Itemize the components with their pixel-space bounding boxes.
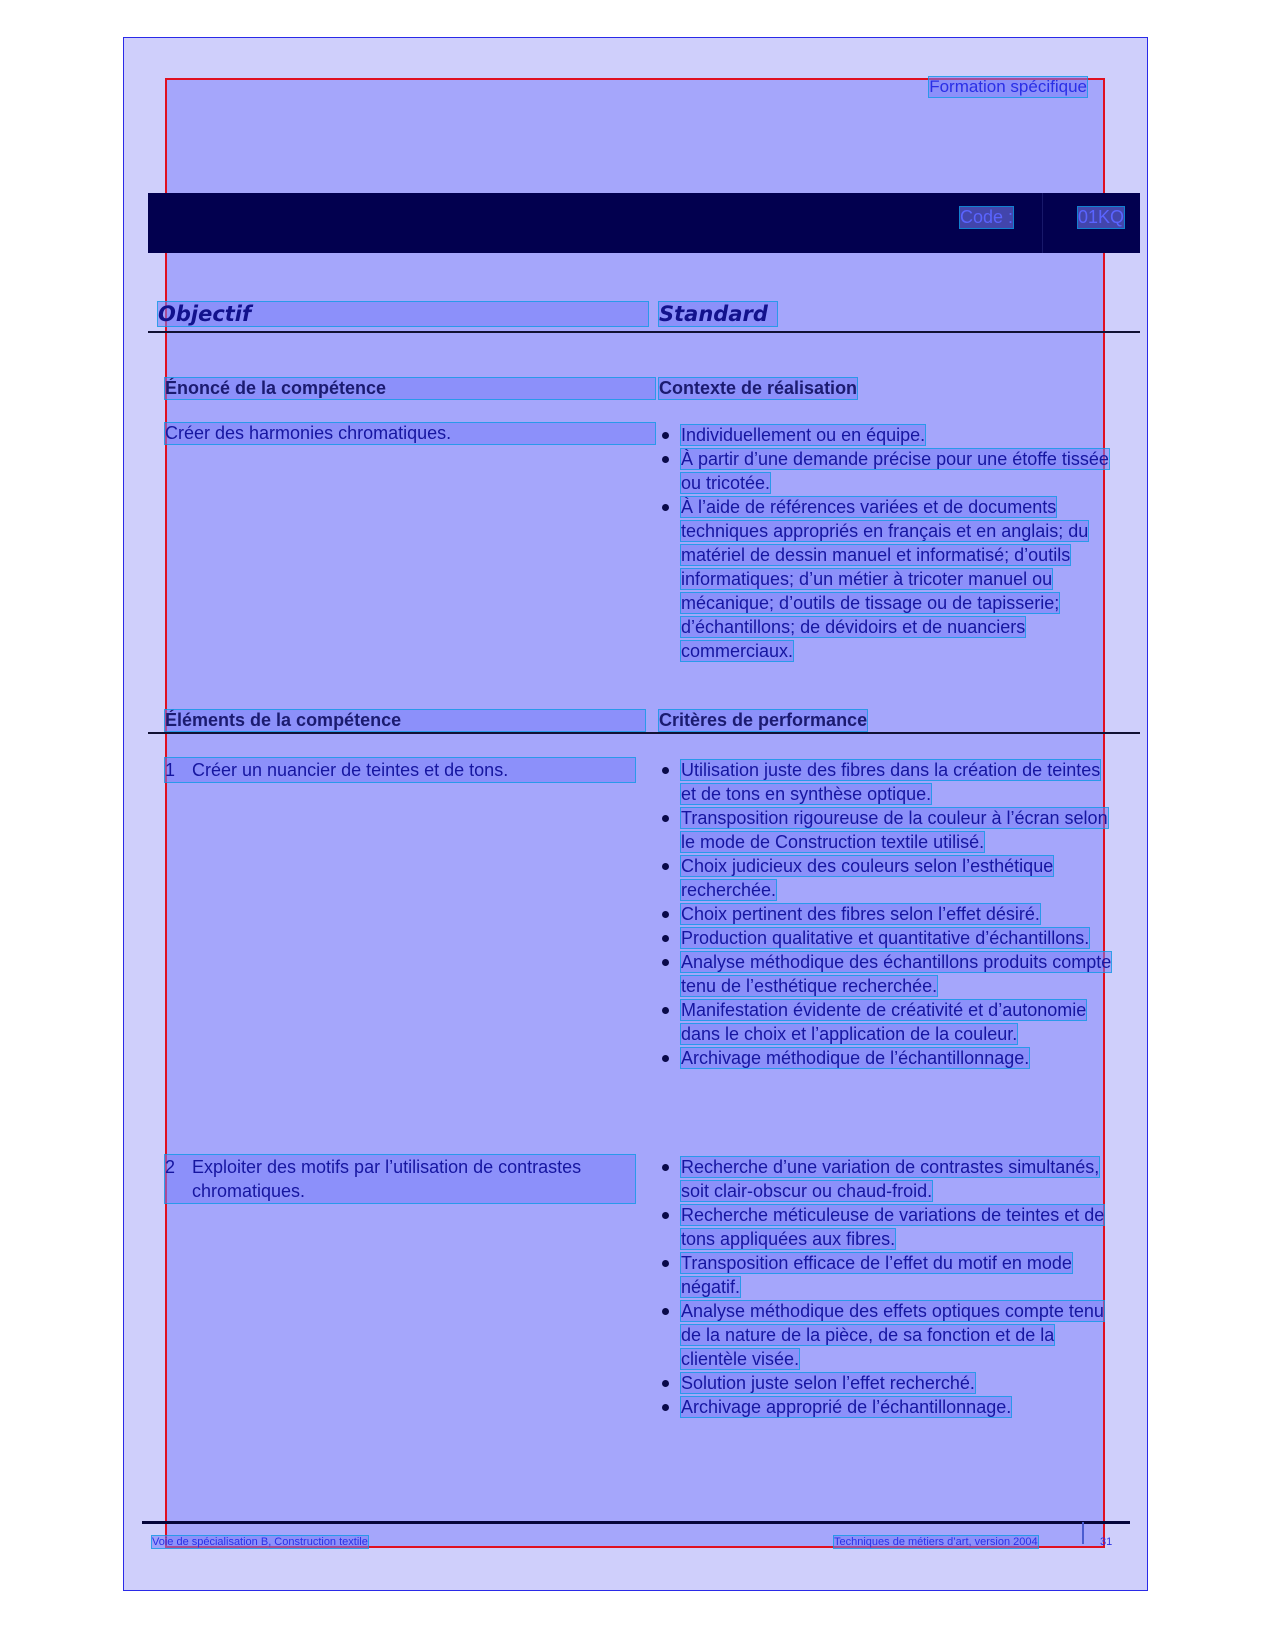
- footer-separator: [1082, 1522, 1084, 1544]
- element-2: [165, 1155, 635, 1203]
- competence-statement: Créer des harmonies chromatiques.: [165, 423, 655, 444]
- criterion-item: Analyse méthodique des échantillons produits compte tenu de l’esthétique recherchée.: [659, 950, 1119, 998]
- footer-left: Voie de spécialisation B, Construction textile: [152, 1536, 368, 1548]
- criterion-item: Production qualitative et quantitative d’échantillons.: [659, 926, 1119, 950]
- context-list: [659, 423, 1119, 663]
- page-number: 31: [1100, 1536, 1113, 1548]
- element-1: [165, 758, 635, 782]
- band-divider: [1042, 193, 1043, 253]
- criterion-item: Choix judicieux des couleurs selon l’esthétique recherchée.: [659, 854, 1119, 902]
- elements-rule: [148, 732, 1140, 734]
- criterion-item: Solution juste selon l’effet recherché.: [659, 1371, 1119, 1395]
- criterion-item: Manifestation évidente de créativité et d’autonomie dans le choix et l’application de la couleur.: [659, 998, 1119, 1046]
- elements-heading: Éléments de la compétence: [165, 710, 645, 731]
- footer-rule: [142, 1521, 1130, 1524]
- criterion-item: Analyse méthodique des effets optiques compte tenu de la nature de la pièce, de sa fonction et de la clientèle visée.: [659, 1299, 1119, 1371]
- criterion-item: Transposition efficace de l’effet du motif en mode négatif.: [659, 1251, 1119, 1299]
- criterion-item: Transposition rigoureuse de la couleur à l’écran selon le mode de Construction textile utilisé.: [659, 806, 1119, 854]
- criterion-item: Recherche méticuleuse de variations de teintes et de tons appliquées aux fibres.: [659, 1203, 1119, 1251]
- statement-heading: Énoncé de la compétence: [165, 378, 655, 399]
- criteria-heading: Critères de performance: [659, 710, 868, 730]
- criterion-item: Choix pertinent des fibres selon l’effet désiré.: [659, 902, 1119, 926]
- criteria-list-2: [659, 1155, 1119, 1419]
- criterion-item: Archivage approprié de l’échantillonnage.: [659, 1395, 1119, 1419]
- column-heading-standard: Standard: [659, 302, 777, 326]
- element-text: Créer un nuancier de teintes et de tons.: [192, 760, 509, 780]
- code-band: [148, 193, 1140, 253]
- criterion-item: Archivage méthodique de l’échantillonnage.: [659, 1046, 1119, 1070]
- criterion-item: Utilisation juste des fibres dans la création de teintes et de tons en synthèse optique.: [659, 758, 1119, 806]
- element-text: Exploiter des motifs par l’utilisation de contrastes chromatiques.: [192, 1157, 582, 1201]
- element-number: 1: [165, 760, 176, 780]
- criterion-item: Recherche d’une variation de contrastes simultanés, soit clair-obscur ou chaud-froid.: [659, 1155, 1119, 1203]
- element-number: 2: [165, 1157, 176, 1177]
- context-heading: Contexte de réalisation: [659, 378, 858, 398]
- criteria-list-1: [659, 758, 1119, 1070]
- header-section-title: Formation spécifique: [929, 77, 1087, 96]
- heading-rule: [148, 331, 1140, 333]
- footer-right: Techniques de métiers d’art, version 2004: [834, 1536, 1038, 1548]
- context-item: À partir d’une demande précise pour une étoffe tissée ou tricotée.: [659, 447, 1119, 495]
- column-heading-objective: Objectif: [158, 302, 648, 326]
- code-label: Code :: [960, 207, 1014, 227]
- context-item: Individuellement ou en équipe.: [659, 423, 1119, 447]
- context-item: À l’aide de références variées et de documents techniques appropriés en français et en anglais; du matériel de dessin manuel et informatisé; d’outils informatiques; d’un métier à tricoter manuel ou mécanique; d’outils de tissage ou de tapisserie; d’échantillons; de dévidoirs et de nuanciers commerciaux.: [659, 495, 1119, 663]
- code-value: 01KQ: [1078, 207, 1125, 227]
